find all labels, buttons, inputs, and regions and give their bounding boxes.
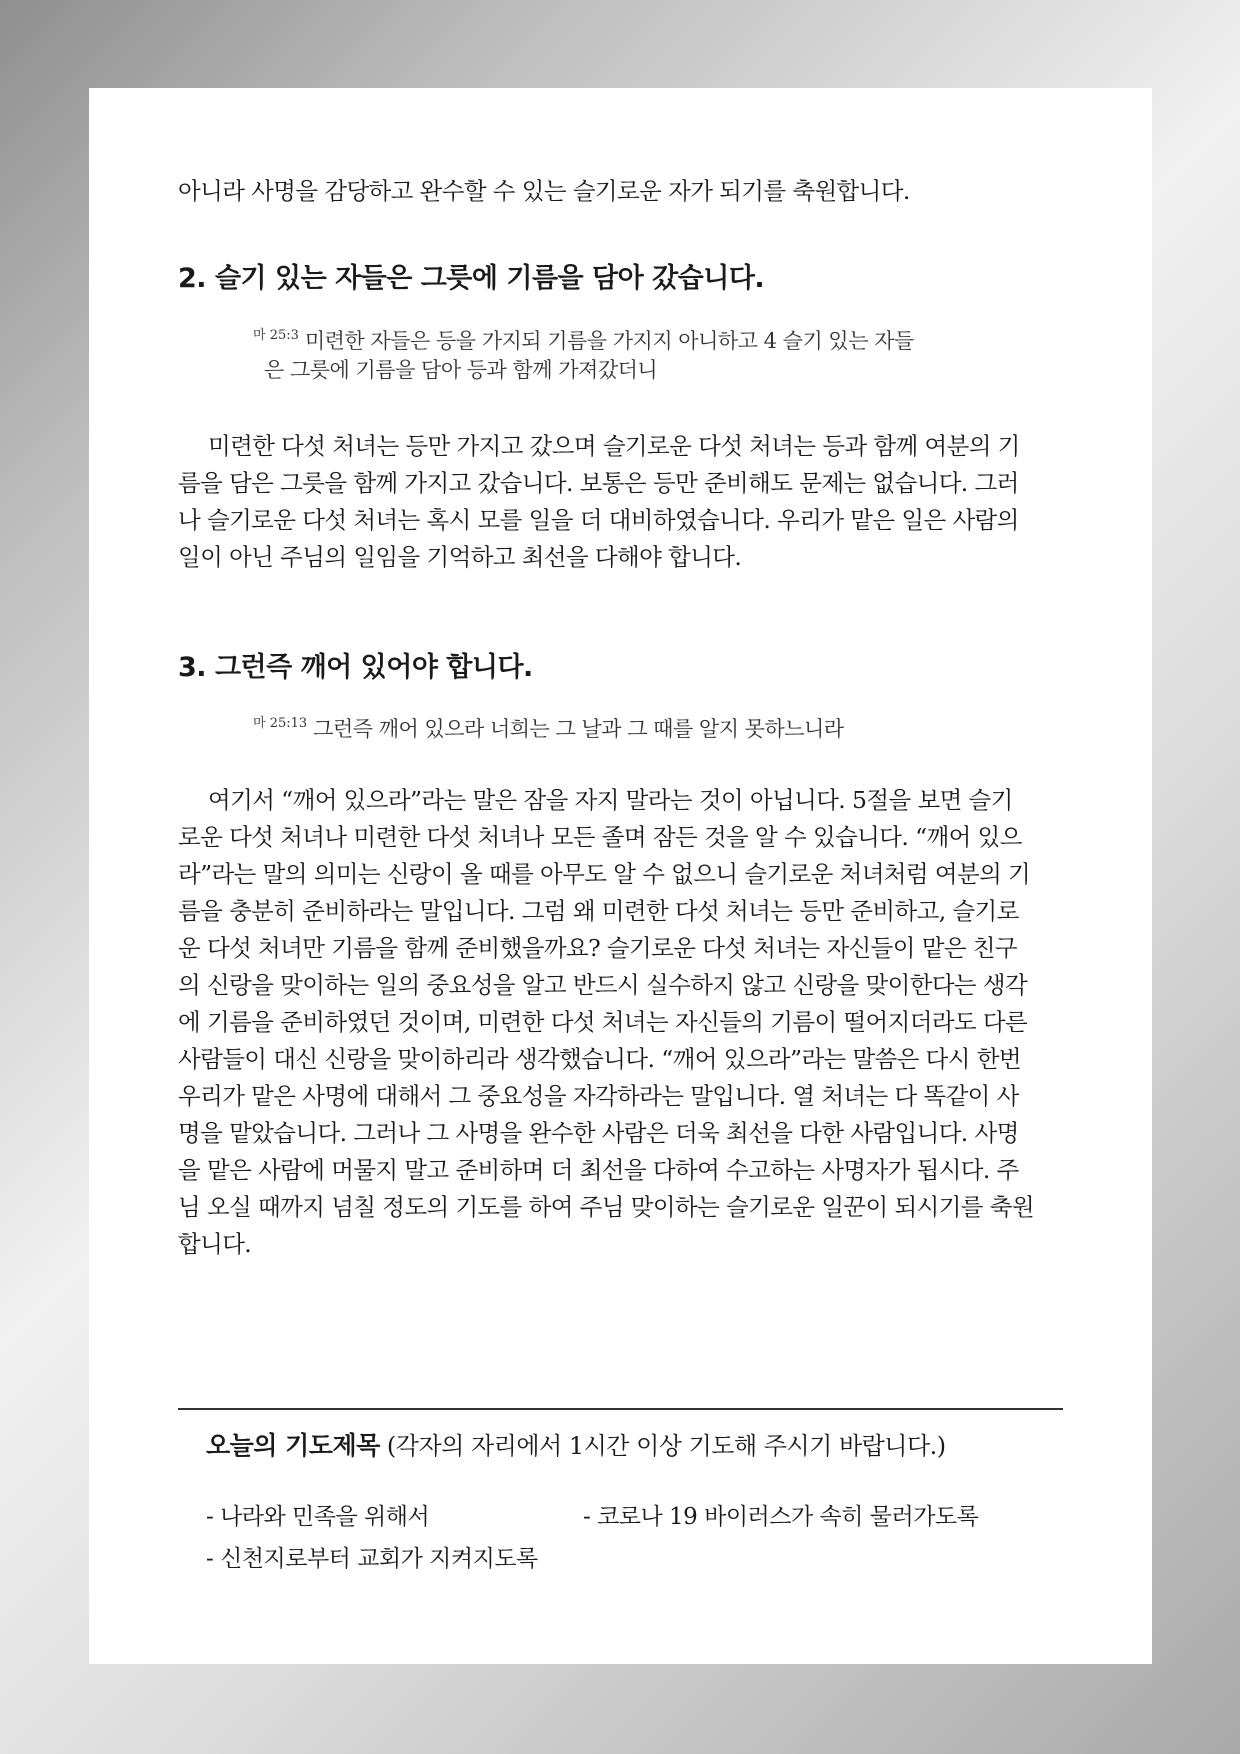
section-3-paragraph-line: 여기서 “깨어 있으라”라는 말은 잠을 자지 말라는 것이 아닙니다. 5절을 보면 슬기: [208, 786, 1013, 814]
section-2-paragraph-line: 미련한 다섯 처녀는 등만 가지고 갔으며 슬기로운 다섯 처녀는 등과 함께 여분의 기: [208, 432, 1020, 460]
section-2-paragraph-line: 일이 아닌 주님의 일임을 기억하고 최선을 다해야 합니다.: [178, 543, 742, 571]
section-3-paragraph-line: 님 오실 때까지 넘칠 정도의 기도를 하여 주님 맞이하는 슬기로운 일꾼이 되시기를 축원: [178, 1193, 1034, 1221]
section-3-verse-line-1: [253, 710, 844, 743]
section-2-heading: 2. 슬기 있는 자들은 그릇에 기름을 담아 갔습니다.: [178, 263, 765, 294]
prayer-title-label: 오늘의 기도제목: [206, 1431, 380, 1460]
intro-line: 아니라 사명을 감당하고 완수할 수 있는 슬기로운 자가 되기를 축원합니다.: [178, 177, 910, 205]
section-3-paragraph-line: 에 기름을 준비하였던 것이며, 미련한 다섯 처녀는 자신들의 기름이 떨어지더라도 다른: [178, 1008, 1028, 1036]
verse-text: 미련한 자들은 등을 가지되 기름을 가지지 아니하고 4 슬기 있는 자들: [304, 329, 914, 353]
section-2-verse-line-1: [253, 322, 914, 355]
verse-text: 그런즉 깨어 있으라 너희는 그 날과 그 때를 알지 못하느니라: [313, 717, 844, 741]
document-page: [89, 88, 1152, 1664]
section-2-verse-line-2: 은 그릇에 기름을 담아 등과 함께 가져갔더니: [264, 358, 658, 382]
section-3-paragraph-line: 라”라는 말의 의미는 신랑이 올 때를 아무도 알 수 없으니 슬기로운 처녀처럼 여분의 기: [178, 860, 1031, 888]
section-2-paragraph-line: 나 슬기로운 다섯 처녀는 혹시 모를 일을 더 대비하였습니다. 우리가 맡은 일은 사람의: [178, 506, 1019, 534]
section-3-paragraph-line: 우리가 맡은 사명에 대해서 그 중요성을 자각하라는 말입니다. 열 처녀는 다 똑같이 사: [178, 1082, 1019, 1110]
prayer-title: [206, 1430, 946, 1462]
prayer-item: - 코로나 19 바이러스가 속히 물러가도록: [583, 1504, 979, 1530]
section-3-paragraph-line: 로운 다섯 처녀나 미련한 다섯 처녀나 모든 졸며 잠든 것을 알 수 있습니다. “깨어 있으: [178, 823, 1022, 851]
section-3-paragraph-line: 사람들이 대신 신랑을 맞이하리라 생각했습니다. “깨어 있으라”라는 말씀은 다시 한번: [178, 1045, 1021, 1073]
section-3-paragraph-line: 을 맡은 사람에 머물지 말고 준비하며 더 최선을 다하여 수고하는 사명자가 됩시다. 주: [178, 1156, 1019, 1184]
prayer-title-note: (각자의 자리에서 1시간 이상 기도해 주시기 바랍니다.): [386, 1432, 946, 1460]
section-3-heading: 3. 그런즉 깨어 있어야 합니다.: [178, 652, 533, 683]
section-3-paragraph-line: 운 다섯 처녀만 기름을 함께 준비했을까요? 슬기로운 다섯 처녀는 자신들이 맡은 친구: [178, 934, 1018, 962]
verse-reference: 마 25:13: [253, 716, 308, 731]
section-3-paragraph-line: 명을 맡았습니다. 그러나 그 사명을 완수한 사람은 더욱 최선을 다한 사람입니다. 사명: [178, 1119, 1019, 1147]
section-2-paragraph-line: 름을 담은 그릇을 함께 가지고 갔습니다. 보통은 등만 준비해도 문제는 없습니다. 그러: [178, 469, 1019, 497]
section-divider: [178, 1408, 1063, 1410]
section-3-paragraph-line: 합니다.: [178, 1230, 252, 1258]
section-3-paragraph-line: 의 신랑을 맞이하는 일의 중요성을 알고 반드시 실수하지 않고 신랑을 맞이한다는 생각: [178, 971, 1028, 999]
prayer-item: - 나라와 민족을 위해서: [206, 1504, 430, 1530]
prayer-item: - 신천지로부터 교회가 지켜지도록: [206, 1546, 538, 1572]
verse-reference: 마 25:3: [253, 328, 299, 343]
section-3-paragraph-line: 름을 충분히 준비하라는 말입니다. 그럼 왜 미련한 다섯 처녀는 등만 준비하고, 슬기로: [178, 897, 1019, 925]
